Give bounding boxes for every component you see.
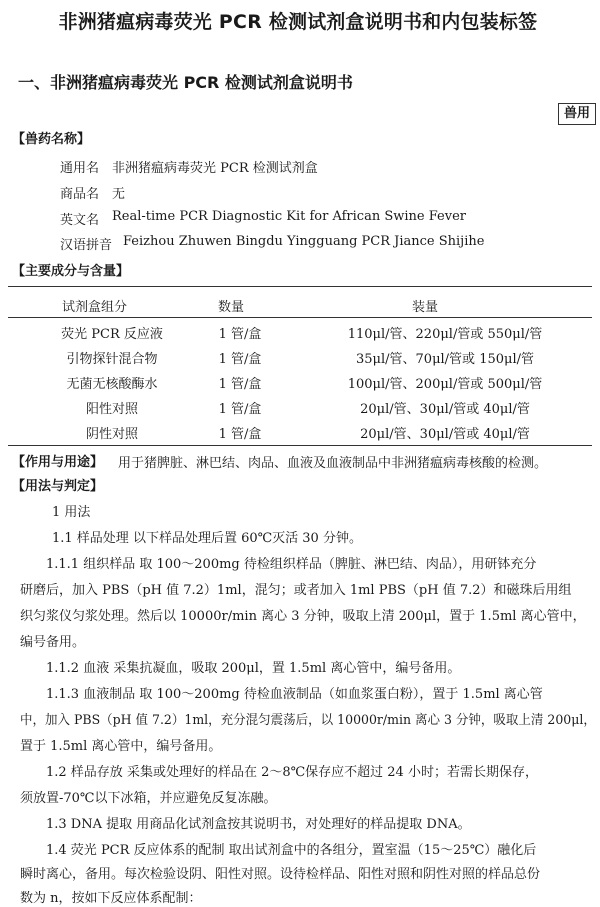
method-line: 1.2 样品存放 采集或处理好的样品在 2～8℃保存应不超过 24 小时；若需长期保存， (46, 765, 538, 780)
table-header-rule (8, 317, 592, 318)
method-line: 1.1.1 组织样品 取 100～200mg 待检组织样品（脾脏、淋巴结、肉品），用研钵充分 (46, 557, 537, 572)
document-title: 非洲猪瘟病毒荧光 PCR 检测试剂盒说明书和内包装标签 (58, 11, 538, 33)
method-line: 须放置-70℃以下冰箱，并应避免反复冻融。 (20, 791, 277, 806)
usage-heading: 【作用与用途】 (12, 455, 104, 470)
table-cell: 1 管/盒 (218, 402, 262, 417)
table-cell: 110μl/管、220μl/管或 550μl/管 (347, 327, 543, 342)
table-cell: 1 管/盒 (218, 377, 262, 392)
pinyin-value: Feizhou Zhuwen Bingdu Yingguang PCR Jiance Shijihe (123, 234, 485, 249)
table-cell: 20μl/管、30μl/管或 40μl/管 (360, 427, 530, 442)
table-cell: 35μl/管、70μl/管或 150μl/管 (356, 352, 534, 367)
table-bottom-rule (8, 445, 592, 446)
generic-name-label: 通用名 (60, 161, 100, 176)
method-line: 1.1.3 血液制品 取 100～200mg 待检血液制品（如血浆蛋白粉），置于 1.5ml 离心管 (46, 687, 543, 702)
table-cell: 无菌无核酸酶水 (66, 377, 158, 392)
method-line: 1.4 荧光 PCR 反应体系的配制 取出试剂盒中的各组分，置室温（15～25℃）融化后 (46, 843, 537, 858)
method-line: 中，加入 PBS（pH 值 7.2）1ml，充分混匀震荡后，以 10000r/min 离心 3 分钟，吸取上清 200μl， (20, 713, 596, 728)
method-line: 1.1.2 血液 采集抗凝血，吸取 200μl，置 1.5ml 离心管中，编号备用。 (46, 661, 461, 676)
method-line: 编号备用。 (20, 635, 86, 650)
table-cell: 1 管/盒 (218, 327, 262, 342)
method-line: 研磨后，加入 PBS（pH 值 7.2）1ml，混匀；或者加入 1ml PBS（pH 值 7.2）和磁珠后用组 (20, 583, 572, 598)
table-cell: 1 管/盒 (218, 352, 262, 367)
table-cell: 阳性对照 (85, 402, 138, 417)
table-header-quantity: 数量 (218, 300, 245, 315)
usage-text: 用于猪脾脏、淋巴结、肉品、血液及血液制品中非洲猪瘟病毒核酸的检测。 (118, 456, 548, 471)
table-cell: 荧光 PCR 反应液 (61, 327, 163, 342)
method-line: 置于 1.5ml 离心管中，编号备用。 (20, 739, 222, 754)
method-line: 数为 n，按如下反应体系配制： (20, 891, 202, 906)
section-title: 一、非洲猪瘟病毒荧光 PCR 检测试剂盒说明书 (18, 73, 353, 92)
table-top-rule (8, 286, 592, 287)
pinyin-label: 汉语拼音 (60, 238, 113, 253)
table-cell: 20μl/管、30μl/管或 40μl/管 (360, 402, 530, 417)
method-line: 1 用法 (52, 505, 91, 520)
vet-use-badge: 兽用 (558, 103, 596, 125)
english-name-value: Real-time PCR Diagnostic Kit for African Swine Fever (112, 209, 466, 224)
table-cell: 阴性对照 (85, 427, 138, 442)
table-cell: 1 管/盒 (218, 427, 262, 442)
method-line: 1.3 DNA 提取 用商品化试剂盒按其说明书，对处理好的样品提取 DNA。 (46, 817, 471, 832)
composition-heading: 【主要成分与含量】 (12, 264, 130, 279)
table-cell: 100μl/管、200μl/管或 500μl/管 (347, 377, 543, 392)
generic-name-value: 非洲猪瘟病毒荧光 PCR 检测试剂盒 (112, 161, 318, 176)
table-cell: 引物探针混合物 (66, 352, 158, 367)
vet-name-heading: 【兽药名称】 (12, 132, 91, 147)
method-line: 瞬时离心，备用。每次检验设阴、阳性对照。设待检样品、阳性对照和阴性对照的样品总份 (20, 867, 541, 882)
trade-name-value: 无 (112, 187, 126, 202)
trade-name-label: 商品名 (60, 187, 100, 202)
method-line: 织匀浆仪匀浆处理。然后以 10000r/min 离心 3 分钟，吸取上清 200μl，置于 1.5ml 离心管中， (20, 609, 586, 624)
english-name-label: 英文名 (60, 213, 100, 228)
table-header-volume: 装量 (412, 300, 439, 315)
method-heading: 【用法与判定】 (12, 479, 104, 494)
method-line: 1.1 样品处理 以下样品处理后置 60℃灭活 30 分钟。 (52, 531, 362, 546)
table-header-component: 试剂盒组分 (62, 300, 128, 315)
